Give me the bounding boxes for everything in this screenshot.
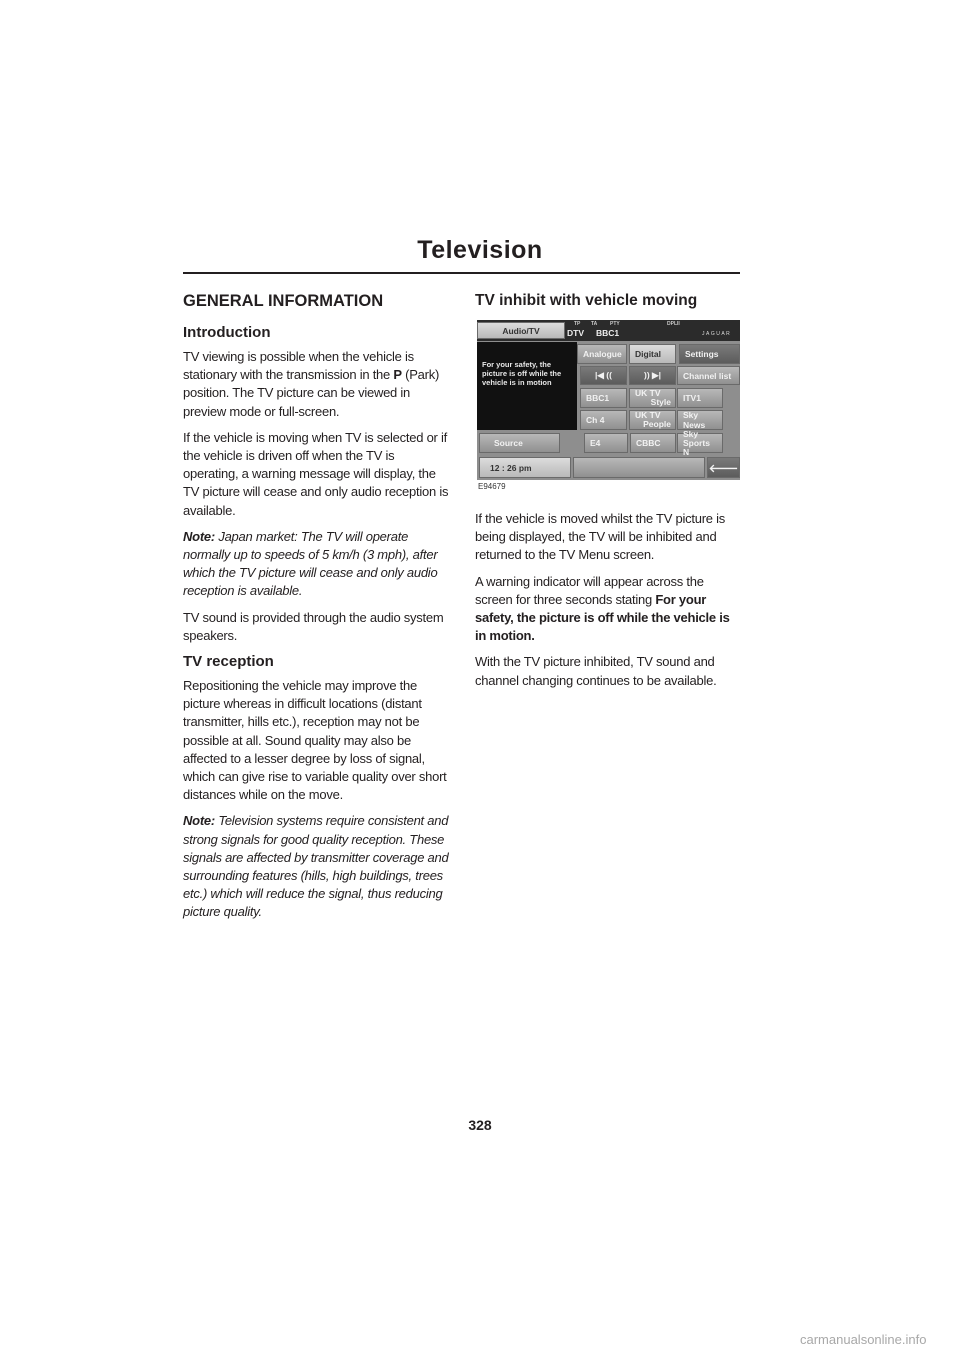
tv-screen-figure [475,320,740,498]
reception-paragraph: Repositioning the vehicle may improve the picture whereas in difficult locations (distant transmitter, hills etc.), reception may not be possible at all. Sound quality may also be affected to a lesser degree by loss of signal, which can give rise to variable quality over short distances while on the move. [183,678,447,803]
section-heading: GENERAL INFORMATION [183,292,384,310]
page-title: Television [417,236,543,264]
inhibit-paragraph-1: If the vehicle is moved whilst the TV picture is being displayed, the TV will be inhibited and returned to the TV Menu screen. [475,511,726,563]
channel-uktv-people-button[interactable]: UK TV People [629,410,676,430]
channel-label: BBC1 [596,328,620,338]
back-arrow-icon[interactable]: 🡐 [707,457,740,478]
channel-itv1-button[interactable]: ITV1 [677,388,723,408]
audio-tv-tab[interactable]: Audio/TV [477,322,565,339]
channel-list-button[interactable]: Channel list [677,366,740,385]
intro-paragraph-2: If the vehicle is moving when TV is selected or if the vehicle is driven off when the TV is operating, a warning message will display, the TV picture will cease and only audio reception is available. [183,429,449,518]
analogue-button[interactable]: Analogue [577,344,627,364]
next-button[interactable]: )) ▶| [629,366,676,385]
inhibit-paragraph-2: A warning indicator will appear across the screen for three seconds stating For your safety, the picture is off while the vehicle is in motion. [475,573,730,644]
intro-paragraph-3: TV sound is provided through the audio system speakers. [183,609,444,643]
clock-display: 12 : 26 pm [479,457,571,478]
left-column [183,292,451,930]
inhibit-heading: TV inhibit with vehicle moving [475,292,698,309]
video-area: For your safety, the picture is off while the vehicle is in motion [477,342,577,430]
previous-button[interactable]: |◀ (( [580,366,627,385]
reception-heading: TV reception [183,653,274,671]
bottom-bar [573,457,705,478]
jaguar-logo: JAGUAR [702,331,732,337]
channel-ch4-button[interactable]: Ch 4 [580,410,627,430]
status-pty: PTY [610,321,620,327]
digital-button[interactable]: Digital [629,344,676,364]
inhibit-paragraph-3: With the TV picture inhibited, TV sound and channel changing continues to be available. [475,654,717,688]
intro-heading: Introduction [183,324,271,341]
title-rule [183,272,740,274]
figure-label: E94679 [478,482,506,491]
band-label: DTV [567,328,584,338]
status-ta: TA [591,321,598,327]
status-tp: TP [574,321,581,327]
channel-uktv-style-button[interactable]: UK TV Style [629,388,676,408]
settings-button[interactable]: Settings [679,344,740,364]
status-dpl: DPLII [667,321,680,327]
channel-e4-button[interactable]: E4 [584,433,628,453]
page-number: 328 [468,1117,492,1133]
intro-paragraph-1: TV viewing is possible when the vehicle is stationary with the transmission in the P (Park) position. The TV picture can be viewed in preview mode or full-screen. [183,349,440,419]
channel-bbc1-button[interactable]: BBC1 [580,388,627,408]
channel-cbbc-button[interactable]: CBBC [630,433,676,453]
right-column [475,292,740,698]
channel-skynews-button[interactable]: Sky News [677,410,723,430]
note-japan: Note: Japan market: The TV will operate normally up to speeds of 5 km/h (3 mph), after which the TV picture will cease and only audio reception is available. [183,528,438,599]
tv-screen [477,320,740,480]
channel-skysports-button[interactable]: Sky Sports N [677,433,723,453]
source-button[interactable]: Source [479,433,560,453]
note-signal: Note: Television systems require consistent and strong signals for good quality reception. These signals are affected by transmitter coverage and surrounding features (hills, high buildings, trees etc.) which will reduce the signal, thus reducing picture quality. [183,813,449,920]
watermark: carmanualsonline.info [800,1332,927,1347]
